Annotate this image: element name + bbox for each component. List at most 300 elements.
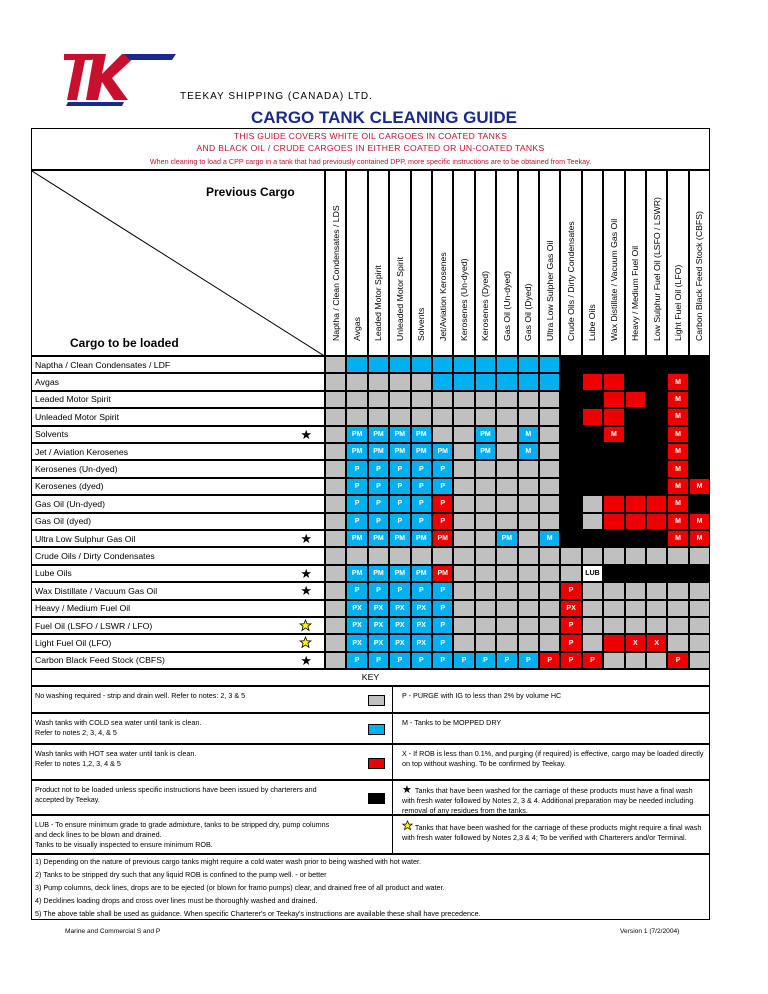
- matrix-cell: [625, 652, 646, 669]
- matrix-cell: P: [560, 582, 581, 599]
- matrix-cell: [689, 391, 710, 408]
- matrix-cell: PM: [389, 565, 410, 582]
- matrix-cell: [646, 426, 667, 443]
- matrix-cell: [539, 565, 560, 582]
- matrix-cell: PM: [368, 426, 389, 443]
- matrix-cell: [646, 391, 667, 408]
- matrix-cell: PM: [432, 530, 453, 547]
- matrix-cell: [560, 478, 581, 495]
- matrix-cell: [603, 600, 624, 617]
- row-label: [31, 408, 325, 425]
- column-header-label: Naptha / Clean Condensates / LDS: [330, 205, 341, 341]
- matrix-cell: [625, 356, 646, 373]
- matrix-cell: [496, 582, 517, 599]
- key-meaning-text: P - PURGE with IG to less than 2% by volume HC: [402, 691, 562, 700]
- matrix-cell: [346, 391, 367, 408]
- matrix-cell: [539, 513, 560, 530]
- matrix-cell: [582, 634, 603, 651]
- column-header-label: Gas Oil (Un-dyed): [501, 270, 512, 341]
- matrix-cell: [518, 565, 539, 582]
- matrix-cell: [475, 373, 496, 390]
- matrix-cell: [560, 513, 581, 530]
- matrix-cell: [325, 373, 346, 390]
- matrix-cell: M: [667, 530, 688, 547]
- matrix-cell: M: [689, 478, 710, 495]
- matrix-cell: [432, 373, 453, 390]
- row-label-text: Gas Oil (Un-dyed): [35, 498, 106, 509]
- key-meaning: [402, 820, 707, 843]
- matrix-cell: [689, 460, 710, 477]
- matrix-cell: P: [560, 617, 581, 634]
- column-header: [518, 170, 539, 356]
- scope-line-2: AND BLACK OIL / CRUDE CARGOES IN EITHER COATED OR UN-COATED TANKS: [196, 143, 545, 153]
- column-header: [625, 170, 646, 356]
- matrix-cell: PX: [389, 600, 410, 617]
- row-label: [31, 634, 325, 651]
- previous-cargo-label: Previous Cargo: [206, 185, 295, 199]
- matrix-cell: P: [346, 495, 367, 512]
- key-meaning: [402, 691, 707, 701]
- matrix-cell: P: [432, 617, 453, 634]
- matrix-cell: PM: [346, 565, 367, 582]
- row-label: [31, 652, 325, 669]
- matrix-cell: [496, 408, 517, 425]
- matrix-cell: P: [411, 652, 432, 669]
- matrix-cell: PM: [411, 426, 432, 443]
- matrix-cell: [368, 391, 389, 408]
- matrix-cell: [560, 426, 581, 443]
- column-header: [646, 170, 667, 356]
- matrix-cell: [689, 408, 710, 425]
- matrix-cell: [603, 513, 624, 530]
- matrix-cell: [603, 530, 624, 547]
- matrix-cell: [325, 478, 346, 495]
- black-star-icon: ★: [300, 531, 312, 546]
- matrix-cell: [346, 408, 367, 425]
- matrix-cell: X: [625, 634, 646, 651]
- matrix-cell: P: [389, 582, 410, 599]
- column-header-label: Light Fuel Oil (LFO): [673, 264, 684, 341]
- matrix-cell: [539, 600, 560, 617]
- matrix-cell: P: [582, 652, 603, 669]
- row-label-text: Heavy / Medium Fuel Oil: [35, 603, 131, 614]
- row-label-text: Kerosenes (Un-dyed): [35, 464, 118, 475]
- matrix-cell: M: [518, 443, 539, 460]
- matrix-cell: [325, 634, 346, 651]
- matrix-cell: [603, 391, 624, 408]
- key-color-swatch: [368, 758, 385, 769]
- matrix-cell: [582, 443, 603, 460]
- row-label: [31, 426, 325, 443]
- matrix-cell: [646, 617, 667, 634]
- matrix-cell: [625, 582, 646, 599]
- notes-box: [31, 854, 710, 920]
- matrix-cell: [667, 565, 688, 582]
- matrix-cell: [453, 530, 474, 547]
- matrix-cell: [453, 373, 474, 390]
- matrix-cell: P: [432, 478, 453, 495]
- matrix-cell: [539, 356, 560, 373]
- matrix-cell: [582, 426, 603, 443]
- matrix-cell: P: [389, 478, 410, 495]
- matrix-cell: [453, 391, 474, 408]
- matrix-cell: [603, 408, 624, 425]
- matrix-cell: [475, 408, 496, 425]
- matrix-cell: [603, 495, 624, 512]
- matrix-cell: [325, 652, 346, 669]
- matrix-cell: [689, 600, 710, 617]
- matrix-cell: [689, 582, 710, 599]
- matrix-cell: P: [411, 460, 432, 477]
- company-name: TEEKAY SHIPPING (CANADA) LTD.: [180, 91, 373, 102]
- matrix-cell: P: [496, 652, 517, 669]
- row-label-text: Naptha / Clean Condensates / LDF: [35, 359, 171, 370]
- teekay-logo: [64, 46, 176, 108]
- matrix-cell: [346, 356, 367, 373]
- matrix-cell: [496, 356, 517, 373]
- matrix-cell: PX: [389, 617, 410, 634]
- black-star-icon: ★: [300, 426, 312, 442]
- matrix-cell: P: [432, 495, 453, 512]
- matrix-cell: P: [411, 478, 432, 495]
- key-description: Wash tanks with HOT sea water until tank is clean. Refer to notes 1,2, 3, 4 & 5: [35, 749, 197, 768]
- matrix-cell: [689, 547, 710, 564]
- matrix-cell: [625, 547, 646, 564]
- matrix-cell: [518, 513, 539, 530]
- matrix-cell: PX: [368, 617, 389, 634]
- column-header-label: Leaded Motor Spirit: [373, 265, 384, 341]
- matrix-cell: [475, 565, 496, 582]
- key-row: [31, 713, 710, 744]
- matrix-cell: PM: [475, 443, 496, 460]
- matrix-cell: [453, 600, 474, 617]
- column-header-label: Kerosenes (Dyed): [480, 270, 491, 341]
- matrix-cell: [346, 373, 367, 390]
- matrix-cell: [475, 530, 496, 547]
- matrix-cell: [475, 478, 496, 495]
- key-color-swatch: [368, 724, 385, 735]
- matrix-cell: [539, 547, 560, 564]
- outline-star-icon: [299, 619, 312, 635]
- matrix-cell: [582, 513, 603, 530]
- matrix-cell: [496, 565, 517, 582]
- matrix-cell: M: [689, 530, 710, 547]
- matrix-cell: [625, 530, 646, 547]
- key-description: No washing required - strip and drain well. Refer to notes: 2, 3 & 5: [35, 691, 246, 700]
- column-header: [667, 170, 688, 356]
- matrix-cell: [411, 391, 432, 408]
- matrix-cell: [539, 582, 560, 599]
- matrix-cell: [475, 460, 496, 477]
- matrix-cell: [625, 426, 646, 443]
- matrix-cell: [689, 617, 710, 634]
- matrix-cell: [646, 582, 667, 599]
- key-meaning-text: M - Tanks to be MOPPED DRY: [402, 718, 502, 727]
- matrix-cell: [518, 600, 539, 617]
- matrix-cell: P: [475, 652, 496, 669]
- matrix-cell: P: [560, 634, 581, 651]
- matrix-cell: PM: [411, 443, 432, 460]
- matrix-cell: [667, 547, 688, 564]
- matrix-cell: [646, 356, 667, 373]
- matrix-cell: P: [432, 652, 453, 669]
- matrix-cell: [496, 547, 517, 564]
- key-color-swatch: [368, 695, 385, 706]
- matrix-cell: P: [389, 652, 410, 669]
- matrix-cell: [625, 600, 646, 617]
- key-description: Product not to be loaded unless specific instructions have been issued by charterers and accepted by Teekay.: [35, 785, 317, 804]
- matrix-cell: [518, 617, 539, 634]
- key-color-swatch: [368, 793, 385, 804]
- matrix-cell: [496, 460, 517, 477]
- matrix-cell: [539, 391, 560, 408]
- matrix-cell: [411, 356, 432, 373]
- matrix-cell: [368, 408, 389, 425]
- matrix-cell: [518, 530, 539, 547]
- matrix-cell: [646, 513, 667, 530]
- matrix-cell: PX: [411, 600, 432, 617]
- matrix-cell: [689, 652, 710, 669]
- matrix-cell: P: [560, 652, 581, 669]
- matrix-cell: PM: [411, 565, 432, 582]
- matrix-cell: [453, 478, 474, 495]
- key-description: LUB - To ensure minimum grade to grade admixture, tanks to be stripped dry, pump columns and deck lines to be blown and drained. Tanks to be visually inspected to ensure minimum ROB.: [35, 820, 330, 849]
- matrix-cell: [625, 617, 646, 634]
- matrix-cell: [582, 617, 603, 634]
- matrix-cell: [646, 547, 667, 564]
- column-header-label: Crude Oils / Dirty Condensates: [566, 221, 577, 341]
- matrix-cell: [518, 408, 539, 425]
- matrix-cell: [453, 495, 474, 512]
- key-row: [31, 780, 710, 815]
- matrix-cell: M: [603, 426, 624, 443]
- matrix-cell: [325, 408, 346, 425]
- matrix-cell: PM: [389, 530, 410, 547]
- matrix-cell: M: [539, 530, 560, 547]
- matrix-cell: P: [389, 495, 410, 512]
- column-header-label: Wax Distillate / Vacuum Gas Oil: [608, 218, 619, 341]
- row-label-text: Gas Oil (dyed): [35, 516, 92, 527]
- matrix-cell: P: [432, 582, 453, 599]
- matrix-cell: P: [346, 513, 367, 530]
- matrix-cell: [646, 530, 667, 547]
- matrix-cell: [346, 547, 367, 564]
- key-row: [31, 815, 710, 854]
- column-header: [389, 170, 410, 356]
- matrix-cell: [453, 582, 474, 599]
- column-header-label: Unleaded Motor Spirit: [394, 256, 405, 341]
- matrix-cell: [475, 600, 496, 617]
- matrix-cell: P: [368, 495, 389, 512]
- matrix-cell: PM: [346, 443, 367, 460]
- matrix-cell: [646, 565, 667, 582]
- matrix-cell: [411, 547, 432, 564]
- matrix-cell: [475, 634, 496, 651]
- matrix-cell: [325, 391, 346, 408]
- row-label-text: Leaded Motor Spirit: [35, 394, 111, 405]
- row-label-text: Avgas: [35, 377, 59, 388]
- matrix-cell: [496, 617, 517, 634]
- matrix-cell: [518, 495, 539, 512]
- matrix-cell: [368, 356, 389, 373]
- column-header: [453, 170, 474, 356]
- matrix-cell: [646, 652, 667, 669]
- row-label-text: Kerosenes (dyed): [35, 481, 104, 492]
- matrix-cell: [496, 513, 517, 530]
- matrix-cell: [475, 513, 496, 530]
- matrix-cell: [539, 495, 560, 512]
- matrix-cell: PM: [389, 443, 410, 460]
- matrix-cell: [518, 460, 539, 477]
- matrix-cell: M: [518, 426, 539, 443]
- row-label-text: Jet / Aviation Kerosenes: [35, 446, 129, 457]
- matrix-cell: P: [453, 652, 474, 669]
- note-5: 5) The above table shall be used as guidance. When specific Charterer's or Teekay's instructions are available these shall have precedence.: [35, 909, 481, 918]
- scope-line-1: THIS GUIDE COVERS WHITE OIL CARGOES IN COATED TANKS: [233, 131, 508, 141]
- column-header-label: Heavy / Medium Fuel Oil: [630, 245, 641, 341]
- matrix-cell: [646, 443, 667, 460]
- matrix-cell: [539, 478, 560, 495]
- matrix-cell: [603, 547, 624, 564]
- row-label: [31, 356, 325, 373]
- scope-header: [31, 128, 710, 170]
- matrix-cell: [496, 391, 517, 408]
- matrix-cell: [646, 478, 667, 495]
- matrix-cell: [539, 408, 560, 425]
- matrix-cell: [625, 391, 646, 408]
- column-header-label: Lube Oils: [587, 304, 598, 341]
- matrix-cell: [603, 582, 624, 599]
- matrix-cell: [453, 617, 474, 634]
- matrix-cell: [518, 478, 539, 495]
- matrix-cell: PX: [560, 600, 581, 617]
- matrix-cell: PM: [346, 426, 367, 443]
- matrix-cell: [646, 373, 667, 390]
- row-label: [31, 460, 325, 477]
- matrix-cell: P: [389, 460, 410, 477]
- matrix-cell: [625, 478, 646, 495]
- cargo-to-load-label: Cargo to be loaded: [70, 336, 179, 350]
- matrix-cell: [411, 408, 432, 425]
- matrix-cell: P: [368, 652, 389, 669]
- matrix-cell: [496, 426, 517, 443]
- matrix-cell: [560, 530, 581, 547]
- row-label-text: Light Fuel Oil (LFO): [35, 638, 112, 649]
- matrix-cell: [560, 356, 581, 373]
- matrix-cell: [560, 565, 581, 582]
- matrix-cell: M: [667, 391, 688, 408]
- note-1: 1) Depending on the nature of previous cargo tanks might require a cold water wash prior to being washed with hot water.: [35, 857, 421, 866]
- matrix-cell: [518, 373, 539, 390]
- row-label-text: Wax Distillate / Vacuum Gas Oil: [35, 585, 158, 596]
- matrix-cell: M: [667, 460, 688, 477]
- matrix-cell: [453, 443, 474, 460]
- matrix-cell: [432, 426, 453, 443]
- matrix-cell: [453, 426, 474, 443]
- matrix-cell: [325, 443, 346, 460]
- matrix-cell: [496, 495, 517, 512]
- matrix-cell: PM: [475, 426, 496, 443]
- row-label-text: Solvents: [35, 429, 69, 440]
- matrix-cell: [582, 391, 603, 408]
- matrix-cell: [475, 617, 496, 634]
- matrix-cell: PX: [346, 600, 367, 617]
- matrix-cell: [389, 547, 410, 564]
- matrix-cell: [625, 565, 646, 582]
- matrix-cell: [453, 356, 474, 373]
- matrix-cell: [646, 408, 667, 425]
- matrix-cell: [432, 408, 453, 425]
- matrix-cell: [603, 443, 624, 460]
- key-meaning-text: Tanks that have been washed for the carriage of these products must have a final wash with fresh water followed by Notes 2, 3 & 4. Additional preparation may be needed including removal of any residues from the tanks.: [402, 786, 694, 815]
- column-header: [475, 170, 496, 356]
- matrix-cell: P: [368, 582, 389, 599]
- column-header-label: Low Sulphur Fuel Oil (LSFO / LSWR): [651, 197, 662, 341]
- matrix-cell: P: [411, 513, 432, 530]
- column-header-label: Jet/Aviation Kerosenes: [437, 252, 448, 341]
- matrix-cell: [667, 617, 688, 634]
- matrix-cell: PM: [368, 565, 389, 582]
- black-star-icon: ★: [300, 652, 312, 668]
- key-meaning: [402, 785, 707, 816]
- matrix-cell: [475, 356, 496, 373]
- key-row: [31, 686, 710, 713]
- matrix-cell: [325, 617, 346, 634]
- matrix-cell: PM: [432, 565, 453, 582]
- matrix-cell: [325, 547, 346, 564]
- column-header-label: Carbon Black Feed Stock (CBFS): [694, 211, 705, 341]
- matrix-cell: [475, 547, 496, 564]
- column-header: [539, 170, 560, 356]
- matrix-cell: [667, 634, 688, 651]
- row-label-text: Lube Oils: [35, 568, 72, 579]
- matrix-cell: P: [432, 513, 453, 530]
- column-header: [346, 170, 367, 356]
- footer-version: Version 1 (7/2/2004): [620, 928, 680, 935]
- matrix-cell: [539, 634, 560, 651]
- column-header-label: Solvents: [416, 307, 427, 341]
- matrix-cell: M: [667, 426, 688, 443]
- matrix-cell: [496, 443, 517, 460]
- matrix-cell: P: [368, 460, 389, 477]
- matrix-cell: [475, 582, 496, 599]
- matrix-cell: [539, 460, 560, 477]
- matrix-cell: PX: [411, 634, 432, 651]
- matrix-cell: [496, 478, 517, 495]
- column-header: [603, 170, 624, 356]
- matrix-cell: [496, 634, 517, 651]
- row-label: [31, 547, 325, 564]
- matrix-cell: [560, 391, 581, 408]
- black-star-icon: ★: [402, 784, 415, 796]
- matrix-cell: [325, 582, 346, 599]
- matrix-cell: [646, 460, 667, 477]
- column-header-label: Avgas: [352, 317, 363, 341]
- row-label: [31, 565, 325, 582]
- page-title: CARGO TANK CLEANING GUIDE: [250, 108, 517, 127]
- black-star-icon: ★: [300, 565, 312, 581]
- matrix-cell: M: [667, 478, 688, 495]
- matrix-cell: [560, 408, 581, 425]
- matrix-cell: [325, 530, 346, 547]
- matrix-cell: P: [539, 652, 560, 669]
- matrix-cell: P: [368, 513, 389, 530]
- matrix-cell: [603, 652, 624, 669]
- matrix-cell: P: [346, 582, 367, 599]
- matrix-cell: PX: [368, 600, 389, 617]
- row-label: [31, 391, 325, 408]
- matrix-cell: [689, 373, 710, 390]
